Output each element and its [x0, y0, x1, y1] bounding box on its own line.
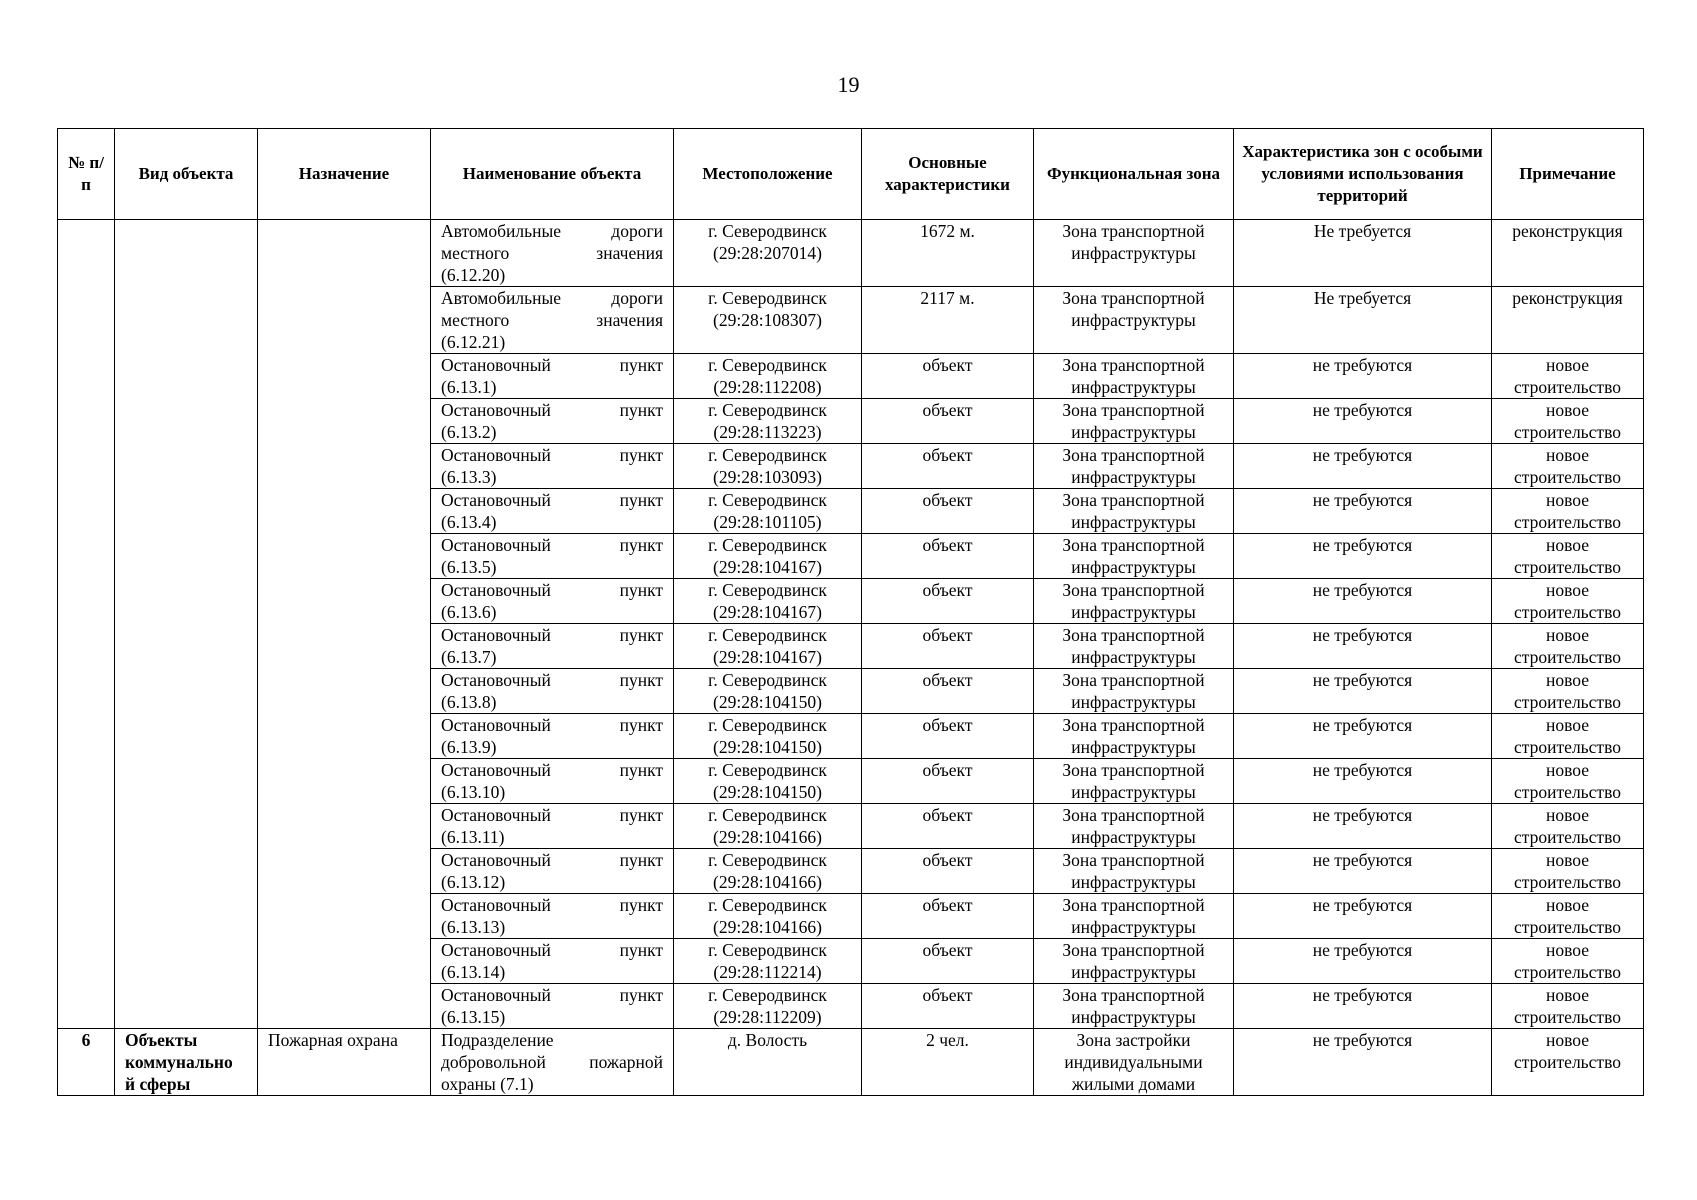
cell-characteristics: 2 чел. — [862, 1029, 1034, 1096]
cell-note: новое строительство — [1492, 489, 1644, 534]
cell-special-zones: не требуются — [1234, 849, 1492, 894]
cell-object-name: Остановочный пункт (6.13.9) — [431, 714, 674, 759]
cell-characteristics: объект — [862, 669, 1034, 714]
cell-characteristics: объект — [862, 579, 1034, 624]
cell-functional-zone: Зона транспортной инфраструктуры — [1034, 489, 1234, 534]
cell-characteristics: объект — [862, 354, 1034, 399]
cell-location: г. Северодвинск (29:28:104150) — [674, 669, 862, 714]
cell-purpose-empty — [258, 220, 431, 1029]
cell-location: г. Северодвинск (29:28:104150) — [674, 714, 862, 759]
cell-functional-zone: Зона транспортной инфраструктуры — [1034, 804, 1234, 849]
cell-note: новое строительство — [1492, 399, 1644, 444]
cell-object-name: Остановочный пункт (6.13.14) — [431, 939, 674, 984]
objects-table — [57, 128, 1644, 1096]
cell-characteristics: объект — [862, 849, 1034, 894]
cell-location: г. Северодвинск (29:28:104166) — [674, 894, 862, 939]
cell-functional-zone: Зона транспортной инфраструктуры — [1034, 759, 1234, 804]
cell-special-zones: не требуются — [1234, 759, 1492, 804]
cell-functional-zone: Зона транспортной инфраструктуры — [1034, 894, 1234, 939]
cell-special-zones: не требуются — [1234, 1029, 1492, 1096]
cell-characteristics: объект — [862, 714, 1034, 759]
cell-characteristics: объект — [862, 939, 1034, 984]
cell-note: новое строительство — [1492, 984, 1644, 1029]
cell-functional-zone: Зона транспортной инфраструктуры — [1034, 287, 1234, 354]
cell-location: г. Северодвинск (29:28:104150) — [674, 759, 862, 804]
cell-number-empty — [58, 220, 115, 1029]
cell-note: новое строительство — [1492, 579, 1644, 624]
cell-note: новое строительство — [1492, 804, 1644, 849]
cell-note: новое строительство — [1492, 534, 1644, 579]
cell-object-name: Остановочный пункт (6.13.1) — [431, 354, 674, 399]
cell-number: 6 — [58, 1029, 115, 1096]
cell-location: г. Северодвинск (29:28:108307) — [674, 287, 862, 354]
cell-object-name: Остановочный пункт (6.13.12) — [431, 849, 674, 894]
cell-note: новое строительство — [1492, 849, 1644, 894]
cell-location: г. Северодвинск (29:28:104167) — [674, 624, 862, 669]
cell-characteristics: объект — [862, 444, 1034, 489]
column-header-main-characteristics: Основные характеристики — [862, 129, 1034, 220]
cell-special-zones: не требуются — [1234, 354, 1492, 399]
cell-object-name: Остановочный пункт (6.13.5) — [431, 534, 674, 579]
cell-functional-zone: Зона транспортной инфраструктуры — [1034, 669, 1234, 714]
table-header-row — [58, 129, 1644, 220]
cell-object-name: Остановочный пункт (6.13.11) — [431, 804, 674, 849]
column-header-object-type: Вид объекта — [115, 129, 258, 220]
column-header-number: № п/п — [58, 129, 115, 220]
cell-characteristics: объект — [862, 624, 1034, 669]
cell-special-zones: не требуются — [1234, 939, 1492, 984]
cell-location: г. Северодвинск (29:28:207014) — [674, 220, 862, 287]
column-header-special-zones: Характеристика зон с особыми условиями использования территорий — [1234, 129, 1492, 220]
cell-note: новое строительство — [1492, 624, 1644, 669]
cell-location: д. Волость — [674, 1029, 862, 1096]
cell-functional-zone: Зона транспортной инфраструктуры — [1034, 354, 1234, 399]
cell-location: г. Северодвинск (29:28:112209) — [674, 984, 862, 1029]
cell-object-name: Автомобильные дороги местного значения (6.12.20) — [431, 220, 674, 287]
cell-functional-zone: Зона застройки индивидуальными жилыми домами — [1034, 1029, 1234, 1096]
column-header-location: Местоположение — [674, 129, 862, 220]
cell-functional-zone: Зона транспортной инфраструктуры — [1034, 984, 1234, 1029]
cell-characteristics: 1672 м. — [862, 220, 1034, 287]
cell-characteristics: 2117 м. — [862, 287, 1034, 354]
cell-characteristics: объект — [862, 399, 1034, 444]
cell-location: г. Северодвинск (29:28:104166) — [674, 849, 862, 894]
cell-special-zones: не требуются — [1234, 714, 1492, 759]
cell-special-zones: не требуются — [1234, 489, 1492, 534]
cell-object-name: Автомобильные дороги местного значения (6.12.21) — [431, 287, 674, 354]
cell-special-zones: не требуются — [1234, 984, 1492, 1029]
cell-object-name: Остановочный пункт (6.13.4) — [431, 489, 674, 534]
cell-special-zones: не требуются — [1234, 534, 1492, 579]
page-number: 19 — [837, 72, 860, 97]
cell-object-type-empty — [115, 220, 258, 1029]
cell-characteristics: объект — [862, 984, 1034, 1029]
cell-functional-zone: Зона транспортной инфраструктуры — [1034, 624, 1234, 669]
cell-object-name: Остановочный пункт (6.13.3) — [431, 444, 674, 489]
cell-note: новое строительство — [1492, 1029, 1644, 1096]
cell-characteristics: объект — [862, 804, 1034, 849]
cell-note: новое строительство — [1492, 669, 1644, 714]
cell-object-name: Остановочный пункт (6.13.6) — [431, 579, 674, 624]
cell-special-zones: не требуются — [1234, 669, 1492, 714]
cell-note: новое строительство — [1492, 354, 1644, 399]
cell-object-name: Остановочный пункт (6.13.2) — [431, 399, 674, 444]
cell-note: новое строительство — [1492, 714, 1644, 759]
cell-note: новое строительство — [1492, 444, 1644, 489]
cell-object-name: Остановочный пункт (6.13.13) — [431, 894, 674, 939]
column-header-note: Примечание — [1492, 129, 1644, 220]
cell-note: реконструкция — [1492, 220, 1644, 287]
cell-location: г. Северодвинск (29:28:112208) — [674, 354, 862, 399]
cell-functional-zone: Зона транспортной инфраструктуры — [1034, 714, 1234, 759]
cell-object-name: Остановочный пункт (6.13.10) — [431, 759, 674, 804]
cell-special-zones: не требуются — [1234, 624, 1492, 669]
cell-special-zones: не требуются — [1234, 579, 1492, 624]
cell-special-zones: не требуются — [1234, 444, 1492, 489]
cell-object-type: Объекты коммунально й сферы — [115, 1029, 258, 1096]
column-header-functional-zone: Функциональная зона — [1034, 129, 1234, 220]
cell-special-zones: Не требуется — [1234, 220, 1492, 287]
cell-location: г. Северодвинск (29:28:104167) — [674, 534, 862, 579]
cell-location: г. Северодвинск (29:28:104167) — [674, 579, 862, 624]
cell-object-name: Подразделение добровольной пожарной охраны (7.1) — [431, 1029, 674, 1096]
cell-functional-zone: Зона транспортной инфраструктуры — [1034, 849, 1234, 894]
cell-purpose: Пожарная охрана — [258, 1029, 431, 1096]
table-row — [58, 1029, 1644, 1096]
cell-special-zones: не требуются — [1234, 399, 1492, 444]
cell-object-name: Остановочный пункт (6.13.15) — [431, 984, 674, 1029]
cell-object-name: Остановочный пункт (6.13.7) — [431, 624, 674, 669]
column-header-purpose: Назначение — [258, 129, 431, 220]
cell-special-zones: не требуются — [1234, 804, 1492, 849]
cell-location: г. Северодвинск (29:28:103093) — [674, 444, 862, 489]
cell-location: г. Северодвинск (29:28:112214) — [674, 939, 862, 984]
cell-location: г. Северодвинск (29:28:101105) — [674, 489, 862, 534]
cell-functional-zone: Зона транспортной инфраструктуры — [1034, 399, 1234, 444]
column-header-object-name: Наименование объекта — [431, 129, 674, 220]
cell-functional-zone: Зона транспортной инфраструктуры — [1034, 579, 1234, 624]
cell-special-zones: Не требуется — [1234, 287, 1492, 354]
cell-functional-zone: Зона транспортной инфраструктуры — [1034, 939, 1234, 984]
cell-location: г. Северодвинск (29:28:104166) — [674, 804, 862, 849]
cell-characteristics: объект — [862, 489, 1034, 534]
cell-note: новое строительство — [1492, 759, 1644, 804]
cell-functional-zone: Зона транспортной инфраструктуры — [1034, 444, 1234, 489]
cell-object-name: Остановочный пункт (6.13.8) — [431, 669, 674, 714]
table-row — [58, 220, 1644, 287]
cell-note: реконструкция — [1492, 287, 1644, 354]
cell-note: новое строительство — [1492, 894, 1644, 939]
cell-special-zones: не требуются — [1234, 894, 1492, 939]
cell-functional-zone: Зона транспортной инфраструктуры — [1034, 220, 1234, 287]
cell-location: г. Северодвинск (29:28:113223) — [674, 399, 862, 444]
cell-characteristics: объект — [862, 759, 1034, 804]
cell-functional-zone: Зона транспортной инфраструктуры — [1034, 534, 1234, 579]
cell-characteristics: объект — [862, 534, 1034, 579]
cell-note: новое строительство — [1492, 939, 1644, 984]
cell-characteristics: объект — [862, 894, 1034, 939]
